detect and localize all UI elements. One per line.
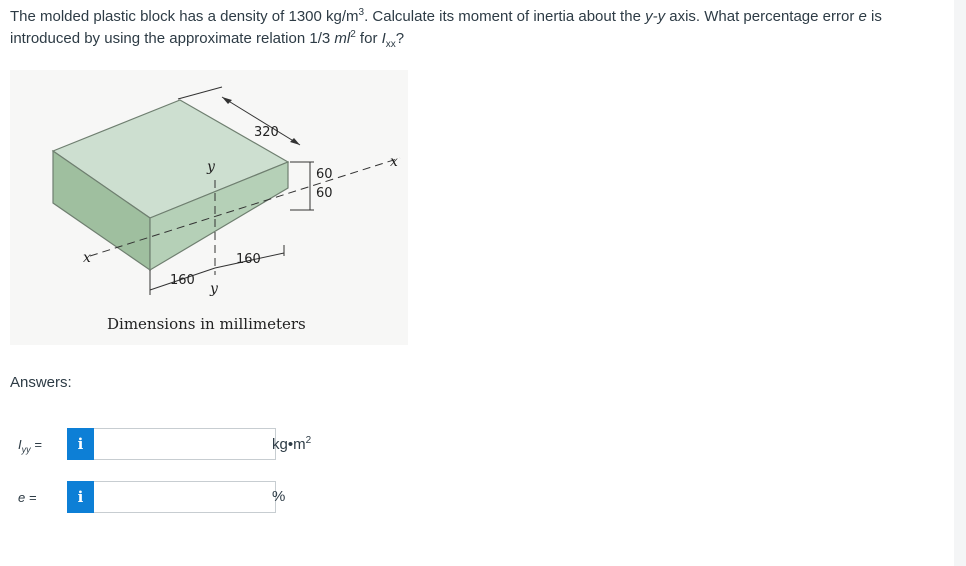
question-line2-part: introduced by using the approximate relation 1/3 [10,30,335,47]
block-diagram [10,70,408,345]
axis-label-x-left: x [83,250,91,266]
e-equals: = [25,490,37,505]
question-subscript: xx [385,39,396,50]
question-line1-part: axis. What percentage error [665,8,859,25]
question-superscript: 2 [350,29,356,40]
question-error-symbol: e [858,8,867,25]
answer-row-e [10,481,410,513]
axis-label-y-bottom: y [210,281,218,297]
iyy-symbol: I [18,437,22,452]
arrow-head [290,138,300,145]
info-icon[interactable]: i [67,428,94,460]
question-ml-symbol: ml [334,30,351,47]
iyy-equals: = [30,437,42,452]
iyy-unit-superscript: 2 [305,435,312,446]
e-unit: % [272,488,286,505]
arrow-head [222,97,232,104]
e-symbol: e [18,490,26,505]
question-line2-part: ? [395,30,405,47]
block-figure [10,70,408,345]
dim-label-160-right: 160 [236,252,261,267]
question-line2-part: for [355,30,382,47]
figure-caption: Dimensions in millimeters [107,315,306,333]
question-superscript: 3 [358,7,365,18]
iyy-label [18,437,68,455]
iyy-unit-text: kg•m [272,436,306,453]
question-line1-part: . Calculate its moment of inertia about the [364,8,646,25]
page-edge-strip [954,0,966,566]
dim-label-60-lower: 60 [316,186,333,201]
e-label [18,490,68,505]
iyy-input[interactable] [94,428,276,460]
dim-label-320: 320 [254,125,279,140]
question-line1-part: The molded plastic block has a density of 1300 kg/m [10,8,359,25]
question-axis-name: y-y [645,8,666,25]
question-inertia-symbol: I [381,30,386,47]
answers-label: Answers: [10,374,72,391]
axis-label-y-top: y [207,159,215,175]
axis-label-x-right: x [390,154,398,170]
e-input[interactable] [94,481,276,513]
dim-label-60-upper: 60 [316,167,333,182]
info-icon[interactable]: i [67,481,94,513]
iyy-subscript: yy [21,444,31,455]
question-line1-part: is [866,8,882,25]
dim-label-160-left: 160 [170,273,195,288]
iyy-unit [272,435,311,453]
question-text [10,6,940,50]
answer-row-iyy [10,428,410,460]
dim-extension-line [178,87,222,99]
